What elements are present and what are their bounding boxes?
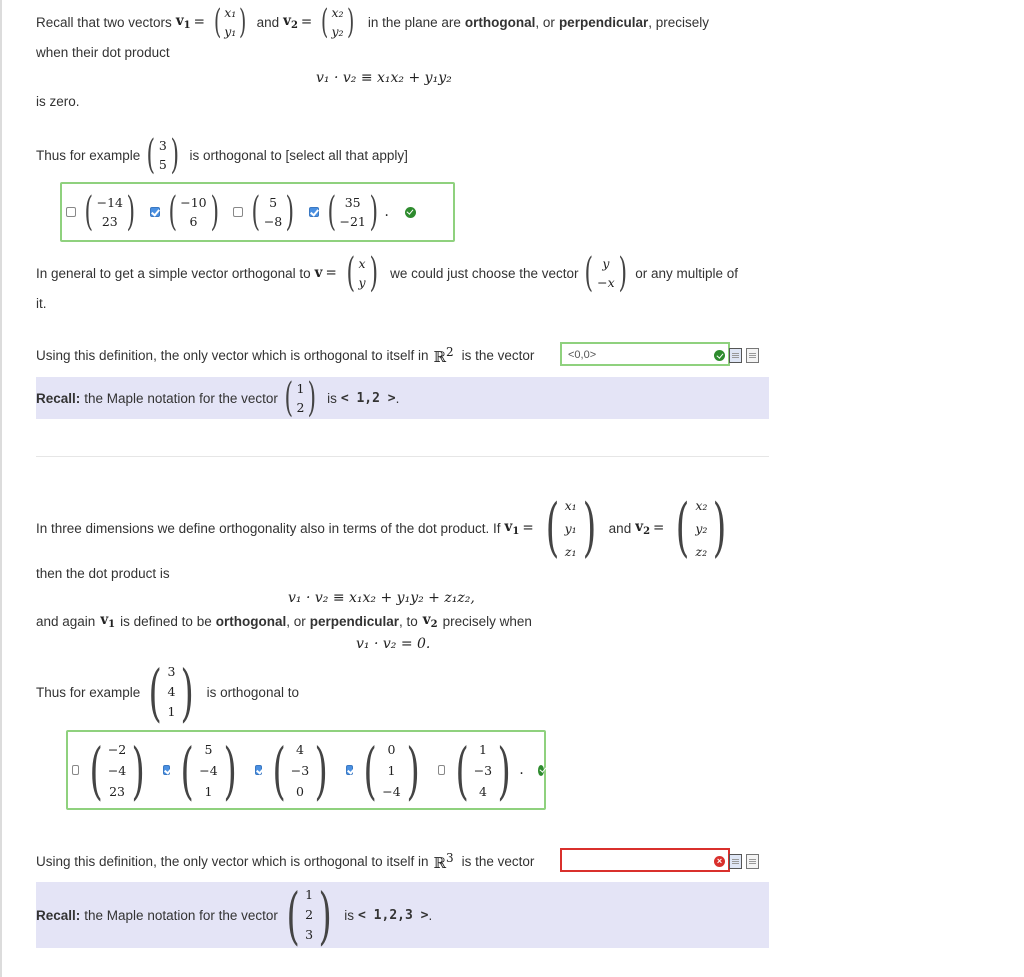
equals: = xyxy=(325,265,337,281)
and-text: and xyxy=(608,520,632,536)
q3-option-2-checkbox[interactable] xyxy=(163,765,170,775)
q1-option-4-vector: ( 35 −21 ) xyxy=(327,189,378,235)
or-text: , or xyxy=(535,14,555,30)
recall-period: . xyxy=(395,390,400,406)
q1-option-3-vector: ( 5 −8 ) xyxy=(251,189,295,235)
q2-line xyxy=(36,342,534,368)
recall-text: the Maple notation for the vector xyxy=(84,907,278,923)
q1-period: . xyxy=(384,204,389,220)
v1-column-vector: ( x₁ y₁ ) xyxy=(213,2,247,42)
recall-vector-3d: ( 1 2 3 ) xyxy=(286,878,332,952)
and-again-line xyxy=(36,612,532,630)
v-xy-vector: ( x y ) xyxy=(346,250,378,296)
q2-feedback xyxy=(714,348,759,363)
general-text-4: it. xyxy=(36,296,47,311)
v-symbol: v xyxy=(314,265,323,281)
q1-option-1-vector: ( −14 23 ) xyxy=(84,189,136,235)
recall-label: Recall: xyxy=(36,907,81,923)
precisely-text: , precisely xyxy=(648,14,709,30)
q3-option-1-checkbox[interactable] xyxy=(72,765,79,775)
q1-option-1-checkbox[interactable] xyxy=(66,207,76,217)
dot-formula-3d: v₁ · v₂ ≡ x₁x₂ + y₁y₂ + z₁z₂, xyxy=(288,590,475,606)
q3-option-2-vector: ( 5 −4 1 ) xyxy=(180,733,237,807)
q1-option-2-checkbox[interactable] xyxy=(150,207,160,217)
q3-answer-box xyxy=(66,730,546,810)
example-vector-2d: ( 3 5 ) xyxy=(146,132,179,178)
q4-text: Using this definition, the only vector which is orthogonal to itself in xyxy=(36,853,429,869)
dot-zero-formula: v₁ · v₂ = 0. xyxy=(356,636,431,652)
is-zero-text: is zero. xyxy=(36,94,80,109)
recall-vector-2d: ( 1 2 ) xyxy=(284,375,317,421)
orthogonal-vector-y-negx: ( y −x ) xyxy=(584,250,627,296)
dot-formula-2d: v₁ · v₂ ≡ x₁x₂ + y₁y₂ xyxy=(316,70,452,86)
equals: = xyxy=(653,520,665,536)
is-the-vector-text: is the vector xyxy=(461,347,535,363)
q2-text: Using this definition, the only vector which is orthogonal to itself in xyxy=(36,347,429,363)
maple-notation-3d: < 1,2,3 > xyxy=(358,907,429,923)
is-orthogonal-prompt: is orthogonal to [select all that apply] xyxy=(189,147,408,163)
section-divider xyxy=(36,456,769,457)
q3-correct-icon xyxy=(538,765,544,776)
recall-is: is xyxy=(327,390,337,406)
recall-box-1 xyxy=(36,377,769,419)
or-text: , or xyxy=(286,613,306,629)
then-dot-text: then the dot product is xyxy=(36,566,170,581)
left-border xyxy=(0,0,2,977)
q1-option-2-vector: ( −10 6 ) xyxy=(168,189,219,235)
thus-example-text: Thus for example xyxy=(36,684,141,700)
and-again-text: and again xyxy=(36,613,96,629)
q1-option-3-checkbox[interactable] xyxy=(233,207,243,217)
defined-text: is defined to be xyxy=(120,613,212,629)
when-dot-text: when their dot product xyxy=(36,45,170,60)
q4-feedback xyxy=(714,854,759,869)
equals: = xyxy=(193,14,205,30)
q3-option-4-checkbox[interactable] xyxy=(346,765,353,775)
recall-label: Recall: xyxy=(36,390,81,406)
precisely-when-text: precisely when xyxy=(442,613,532,629)
v2-symbol: $v_2$ xyxy=(283,13,298,31)
q3-option-4-vector: ( 0 1 −4 ) xyxy=(363,733,420,807)
thus-example-text: Thus for example xyxy=(36,147,141,163)
general-line xyxy=(36,250,738,296)
v1-symbol: $v_1$ xyxy=(100,612,116,630)
preview-icon[interactable] xyxy=(729,854,742,869)
q1-line xyxy=(36,130,408,180)
p2-text-1: In three dimensions we define orthogonality also in terms of the dot product. If xyxy=(36,520,501,536)
v2-3d-vector: ( x₂ y₂ z₂ ) xyxy=(675,491,727,565)
q4-line xyxy=(36,848,534,874)
q4-incorrect-icon: × xyxy=(714,856,725,867)
perpendicular-bold: perpendicular xyxy=(309,613,400,629)
recall-is: is xyxy=(344,907,355,923)
general-text-2: we could just choose the vector xyxy=(390,265,579,281)
and-text: and xyxy=(256,14,280,30)
v1-symbol: $v_1$ xyxy=(175,13,191,31)
p2-intro-line xyxy=(36,490,735,566)
q3-option-1-vector: ( −2 −4 23 ) xyxy=(89,733,146,807)
in-plane-text: in the plane are xyxy=(367,14,461,30)
q2-answer-input[interactable]: <0,0> xyxy=(560,342,730,366)
q3-line xyxy=(36,656,299,728)
q3-option-5-checkbox[interactable] xyxy=(438,765,445,775)
general-text-3: or any multiple of xyxy=(635,265,739,281)
document-icon[interactable] xyxy=(746,854,759,869)
q4-answer-input[interactable] xyxy=(560,848,730,872)
q1-option-4-checkbox[interactable] xyxy=(309,207,319,217)
r3-symbol: ℝ$^3$ xyxy=(433,850,454,872)
is-the-vector-text: is the vector xyxy=(461,853,535,869)
example-vector-3d: ( 3 4 1 ) xyxy=(148,655,195,729)
r2-symbol: ℝ$^2$ xyxy=(433,344,454,366)
to-text: , to xyxy=(399,613,418,629)
document-icon[interactable] xyxy=(746,348,759,363)
equals: = xyxy=(300,14,313,30)
q2-correct-icon xyxy=(714,350,725,361)
perpendicular-bold: perpendicular xyxy=(558,14,649,30)
v2-symbol: $v_2$ xyxy=(635,519,651,537)
q3-option-3-vector: ( 4 −3 0 ) xyxy=(272,733,328,807)
orthogonal-bold: orthogonal xyxy=(215,613,287,629)
recall-box-2 xyxy=(36,878,769,952)
general-text-1: In general to get a simple vector orthogonal to xyxy=(36,265,311,281)
equals: = xyxy=(522,520,534,536)
q3-period: . xyxy=(519,762,524,778)
q3-option-3-checkbox[interactable] xyxy=(255,765,262,775)
v1-3d-vector: ( x₁ y₁ z₁ ) xyxy=(545,491,597,565)
q1-correct-icon xyxy=(405,207,416,218)
intro-text: Recall that two vectors xyxy=(36,14,172,30)
preview-icon[interactable] xyxy=(729,348,742,363)
v2-column-vector: ( x₂ y₂ ) xyxy=(321,2,354,42)
recall-period: . xyxy=(428,907,433,923)
orthogonal-bold: orthogonal xyxy=(464,14,536,30)
is-orthogonal-prompt: is orthogonal to xyxy=(206,684,299,700)
q1-answer-box xyxy=(60,182,455,242)
maple-notation-2d: < 1,2 > xyxy=(340,390,396,406)
v2-symbol: $v_2$ xyxy=(422,612,438,630)
intro-line xyxy=(36,2,709,42)
v1-symbol: $v_1$ xyxy=(504,519,520,537)
recall-text: the Maple notation for the vector xyxy=(84,390,278,406)
q3-option-5-vector: ( 1 −3 4 ) xyxy=(454,733,511,807)
